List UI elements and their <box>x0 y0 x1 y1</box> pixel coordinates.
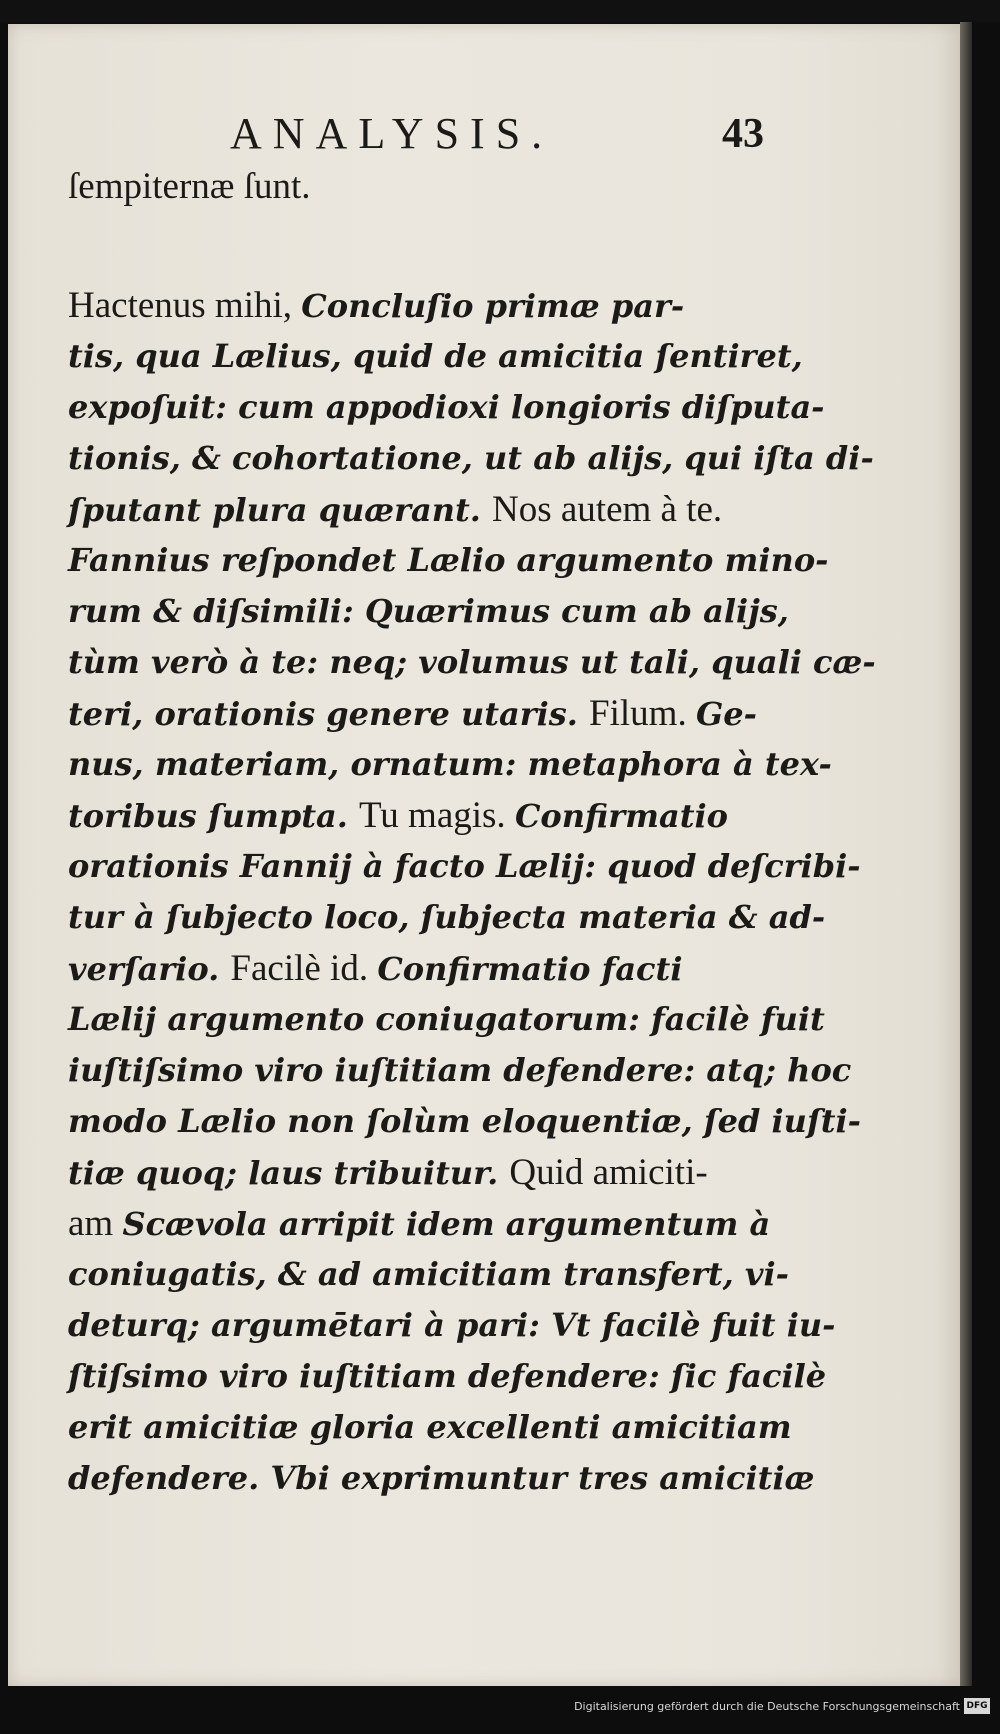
italic-segment: tionis, & cohortatione, ut ab alijs, qui iſta di- <box>68 439 874 477</box>
paragraph-gap <box>68 222 788 280</box>
roman-segment: Nos autem à te. <box>492 489 723 530</box>
text-line <box>68 1045 852 1096</box>
roman-segment: Facilè id. <box>230 948 378 989</box>
italic-segment: rum & diſsimili: Quærimus cum ab alijs, <box>68 592 789 630</box>
italic-segment: iuſtiſsimo viro iuſtitiam defendere: atq; hoc <box>68 1051 852 1089</box>
digitization-credit: Digitalisierung gefördert durch die Deutsche Forschungsgemeinschaft <box>574 1700 960 1713</box>
dfg-logo-icon: DFG <box>964 1698 990 1714</box>
text-line <box>68 790 788 841</box>
text-line <box>68 586 788 637</box>
text-line <box>68 841 861 892</box>
italic-segment: Scævola arripit idem argumentum à <box>122 1205 771 1243</box>
text-line <box>68 688 788 739</box>
italic-segment: tùm verò à te: neq; volumus ut tali, quali cæ- <box>68 643 876 681</box>
italic-segment: Fannius reſpondet Lælio argumento mino- <box>68 541 829 579</box>
text-line <box>68 1198 788 1249</box>
book-spine-edge <box>960 22 972 1690</box>
italic-segment: deturq; argumētari à pari: Vt facilè fuit iu- <box>68 1306 836 1344</box>
italic-segment: nus, materiam, ornatum: metaphora à tex- <box>68 745 832 783</box>
italic-segment: tiæ quoq; laus tribuitur. <box>68 1154 510 1192</box>
text-line <box>68 1351 827 1402</box>
text-line <box>68 1402 792 1453</box>
italic-segment: Lælij argumento coniugatorum: facilè fuit <box>68 1000 825 1038</box>
text-line <box>68 484 788 535</box>
text-line <box>68 637 876 688</box>
italic-segment: ſputant plura quærant. <box>68 491 493 529</box>
text-line <box>68 280 788 331</box>
roman-segment: ſempiternæ ſunt. <box>68 166 311 207</box>
italic-segment: Confirmatio facti <box>377 950 683 988</box>
running-title: ANALYSIS. <box>230 109 554 158</box>
page-number: 43 <box>722 111 764 157</box>
roman-segment: Quid amiciti- <box>509 1152 708 1193</box>
italic-segment: Concluſio primæ par- <box>301 287 685 325</box>
body-text <box>68 152 876 1504</box>
italic-segment: erit amicitiæ gloria excellenti amicitiam <box>68 1408 792 1446</box>
text-line <box>68 1249 788 1300</box>
roman-segment: Tu magis. <box>359 795 515 836</box>
roman-segment: Hactenus mihi, <box>68 285 302 326</box>
text-line <box>68 1096 861 1147</box>
italic-segment: modo Lælio non ſolùm eloquentiæ, ſed iuſti- <box>68 1102 861 1140</box>
text-line <box>68 1453 815 1504</box>
text-line <box>68 433 874 484</box>
text-line <box>68 331 803 382</box>
italic-segment: ſtiſsimo viro iuſtitiam defendere: ſic facilè <box>68 1357 827 1395</box>
text-line <box>68 892 826 943</box>
text-line <box>68 1147 788 1198</box>
italic-segment: verſario. <box>68 950 231 988</box>
text-line <box>68 739 832 790</box>
italic-segment: orationis Fannij à facto Lælij: quod deſcribi- <box>68 847 861 885</box>
text-line <box>68 382 825 433</box>
text-line <box>68 994 825 1045</box>
italic-segment: teri, orationis genere utaris. <box>68 695 590 733</box>
italic-segment: toribus ſumpta. <box>68 797 359 835</box>
text-line <box>68 1300 836 1351</box>
footer-bar <box>0 1686 1000 1734</box>
top-border <box>0 0 1000 22</box>
italic-segment: Confirmatio <box>514 797 729 835</box>
italic-segment: coniugatis, & ad amicitiam transfert, vi- <box>68 1255 789 1293</box>
text-line <box>68 152 788 222</box>
italic-segment: tis, qua Lælius, quid de amicitia ſentiret, <box>68 337 803 375</box>
italic-segment: tur à ſubjecto loco, ſubjecta materia & ad- <box>68 898 826 936</box>
italic-segment: Ge- <box>695 695 757 733</box>
text-line <box>68 535 829 586</box>
book-page <box>8 24 960 1686</box>
italic-segment: expoſuit: cum appodioxi longioris diſputa- <box>68 388 825 426</box>
text-line <box>68 943 788 994</box>
italic-segment: defendere. Vbi exprimuntur tres amicitiæ <box>68 1459 815 1497</box>
roman-segment: Filum. <box>589 693 696 734</box>
roman-segment: am <box>68 1203 123 1244</box>
